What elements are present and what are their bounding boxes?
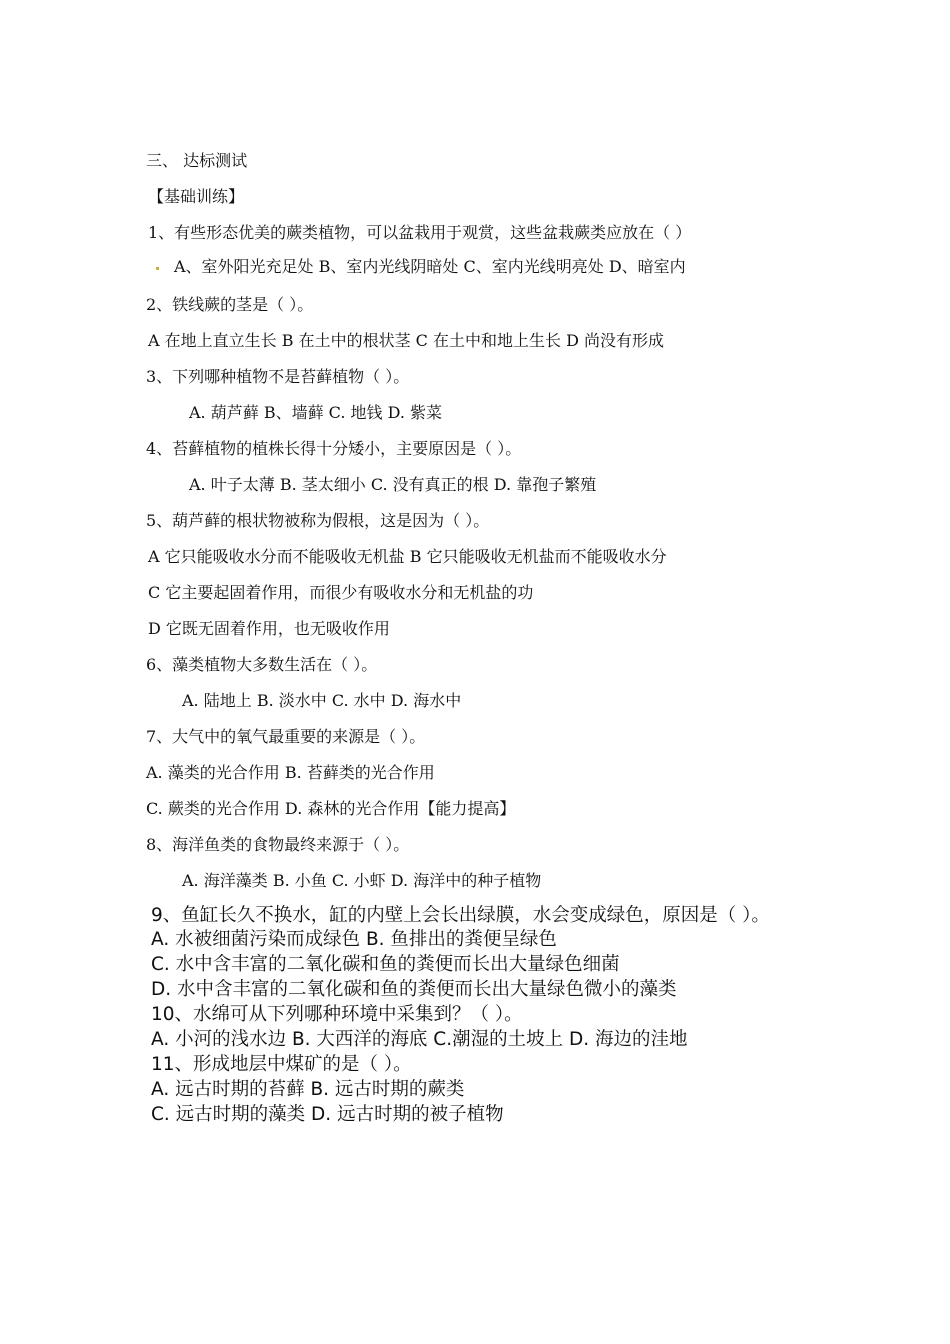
question-10: 10、水绵可从下列哪种环境中采集到？（ ）。: [151, 1004, 523, 1025]
question-2-options: A 在地上直立生长 B 在土中的根状茎 C 在土中和地上生长 D 尚没有形成: [148, 331, 664, 350]
question-9-option-d: D. 水中含丰富的二氧化碳和鱼的粪便而长出大量绿色微小的藻类: [151, 979, 677, 1000]
question-8-options: A. 海洋藻类 B. 小鱼 C. 小虾 D. 海洋中的种子植物: [182, 871, 542, 890]
question-9-option-c: C. 水中含丰富的二氧化碳和鱼的粪便而长出大量绿色细菌: [151, 954, 620, 975]
question-11-option-c-d: C. 远古时期的藻类 D. 远古时期的被子植物: [151, 1104, 504, 1125]
question-6-options: A. 陆地上 B. 淡水中 C. 水中 D. 海水中: [182, 691, 462, 710]
question-1: 1、有些形态优美的蕨类植物，可以盆栽用于观赏，这些盆栽蕨类应放在（ ）: [148, 223, 692, 242]
question-7: 7、大气中的氧气最重要的来源是（ ）。: [146, 727, 426, 746]
question-3: 3、下列哪种植物不是苔藓植物（ ）。: [146, 367, 410, 386]
question-5: 5、葫芦藓的根状物被称为假根，这是因为（ ）。: [146, 511, 490, 530]
question-5-option-a-b: A 它只能吸收水分而不能吸收无机盐 B 它只能吸收无机盐而不能吸收水分: [148, 547, 667, 566]
question-4: 4、苔藓植物的植株长得十分矮小，主要原因是（ ）。: [146, 439, 522, 458]
question-3-options: A. 葫芦藓 B、墙藓 C. 地钱 D. 紫菜: [189, 403, 443, 422]
question-2: 2、铁线蕨的茎是（ ）。: [146, 295, 314, 314]
speck-mark: [156, 267, 159, 270]
question-7-option-a-b: A. 藻类的光合作用 B. 苔藓类的光合作用: [146, 763, 435, 782]
question-1-options: A、室外阳光充足处 B、室内光线阴暗处 C、室内光线明亮处 D、暗室内: [174, 257, 686, 276]
question-9-option-a-b: A. 水被细菌污染而成绿色 B. 鱼排出的粪便呈绿色: [151, 929, 557, 950]
question-5-option-d: D 它既无固着作用，也无吸收作用: [148, 619, 390, 638]
question-11: 11、形成地层中煤矿的是（ ）。: [151, 1054, 412, 1075]
question-9: 9、鱼缸长久不换水，缸的内壁上会长出绿膜，水会变成绿色，原因是（ ）。: [151, 905, 770, 926]
question-5-option-c: C 它主要起固着作用，而很少有吸收水分和无机盐的功: [148, 583, 534, 602]
section-heading: 三、 达标测试: [146, 151, 248, 170]
question-7-option-c-d: C. 蕨类的光合作用 D. 森林的光合作用【能力提高】: [146, 799, 516, 818]
question-11-option-a-b: A. 远古时期的苔藓 B. 远古时期的蕨类: [151, 1079, 465, 1100]
question-6: 6、藻类植物大多数生活在（ ）。: [146, 655, 378, 674]
question-4-options: A. 叶子太薄 B. 茎太细小 C. 没有真正的根 D. 靠孢子繁殖: [189, 475, 597, 494]
question-8: 8、海洋鱼类的食物最终来源于（ ）。: [146, 835, 410, 854]
question-10-options: A. 小河的浅水边 B. 大西洋的海底 C.潮湿的土坡上 D. 海边的洼地: [151, 1029, 688, 1050]
section-subheading: 【基础训练】: [148, 187, 245, 206]
